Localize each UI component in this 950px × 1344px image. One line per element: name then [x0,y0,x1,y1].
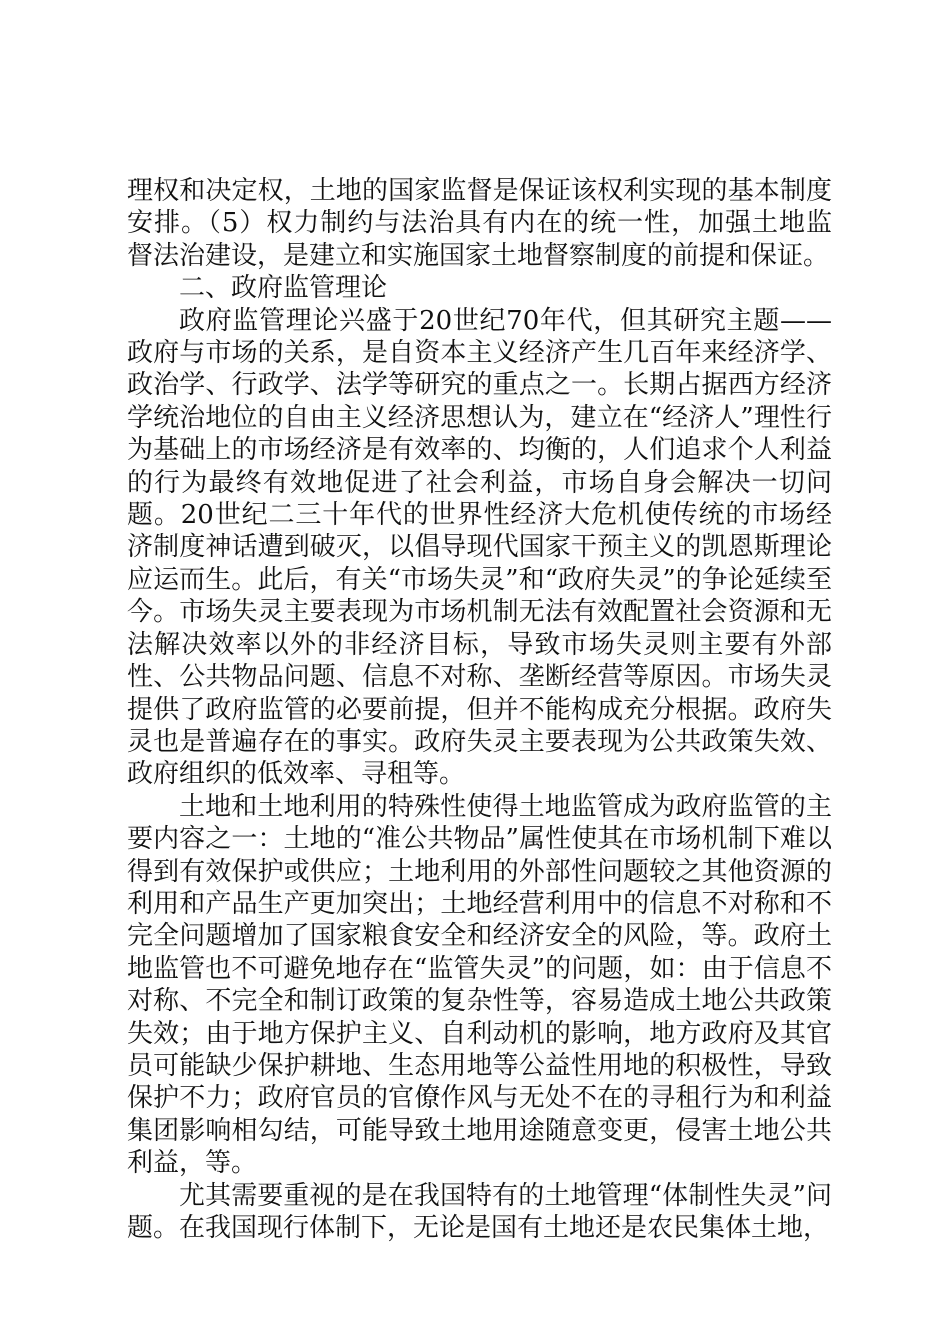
paragraph-government-regulation-theory: 政府监管理论兴盛于20世纪70年代，但其研究主题——政府与市场的关系，是自资本主义经济产生几百年来经济学、政治学、行政学、法学等研究的重点之一。长期占据西方经济学统治地位的自由主义经济思想认为，建立在“经济人”理性行为基础上的市场经济是有效率的、均衡的，人们追求个人利益的行为最终有效地促进了社会利益，市场自身会解决一切问题。20世纪二三十年代的世界性经济大危机使传统的市场经济制度神话遭到破灭，以倡导现代国家干预主义的凯恩斯理论应运而生。此后，有关“市场失灵”和“政府失灵”的争论延续至今。市场失灵主要表现为市场机制无法有效配置社会资源和无法解决效率以外的非经济目标，导致市场失灵则主要有外部性、公共物品问题、信息不对称、垄断经营等原因。市场失灵提供了政府监管的必要前提，但并不能构成充分根据。政府失灵也是普遍存在的事实。政府失灵主要表现为公共政策失效、政府组织的低效率、寻租等。 [127,305,832,790]
paragraph-continuation: 理权和决定权，土地的国家监督是保证该权利实现的基本制度安排。（5）权力制约与法治具有内在的统一性，加强土地监督法治建设，是建立和实施国家土地督察制度的前提和保证。 [127,176,832,271]
paragraph-land-regulation: 土地和土地利用的特殊性使得土地监管成为政府监管的主要内容之一：土地的“准公共物品”属性使其在市场机制下难以得到有效保护或供应；土地利用的外部性问题较之其他资源的利用和产品生产更加突出；土地经营利用中的信息不对称和不完全问题增加了国家粮食安全和经济安全的风险，等。政府土地监管也不可避免地存在“监管失灵”的问题，如：由于信息不对称、不完全和制订政策的复杂性等，容易造成土地公共政策失效；由于地方保护主义、自利动机的影响，地方政府及其官员可能缺少保护耕地、生态用地等公益性用地的积极性，导致保护不力；政府官员的官僚作风与无处不在的寻租行为和利益集团影响相勾结，可能导致土地用途随意变更，侵害土地公共利益，等。 [127,791,832,1179]
paragraph-institutional-failure: 尤其需要重视的是在我国特有的土地管理“体制性失灵”问题。在我国现行体制下，无论是国有土地还是农民集体土地， [127,1180,832,1243]
section-heading: 二、政府监管理论 [179,273,388,304]
document-page [127,175,832,1244]
